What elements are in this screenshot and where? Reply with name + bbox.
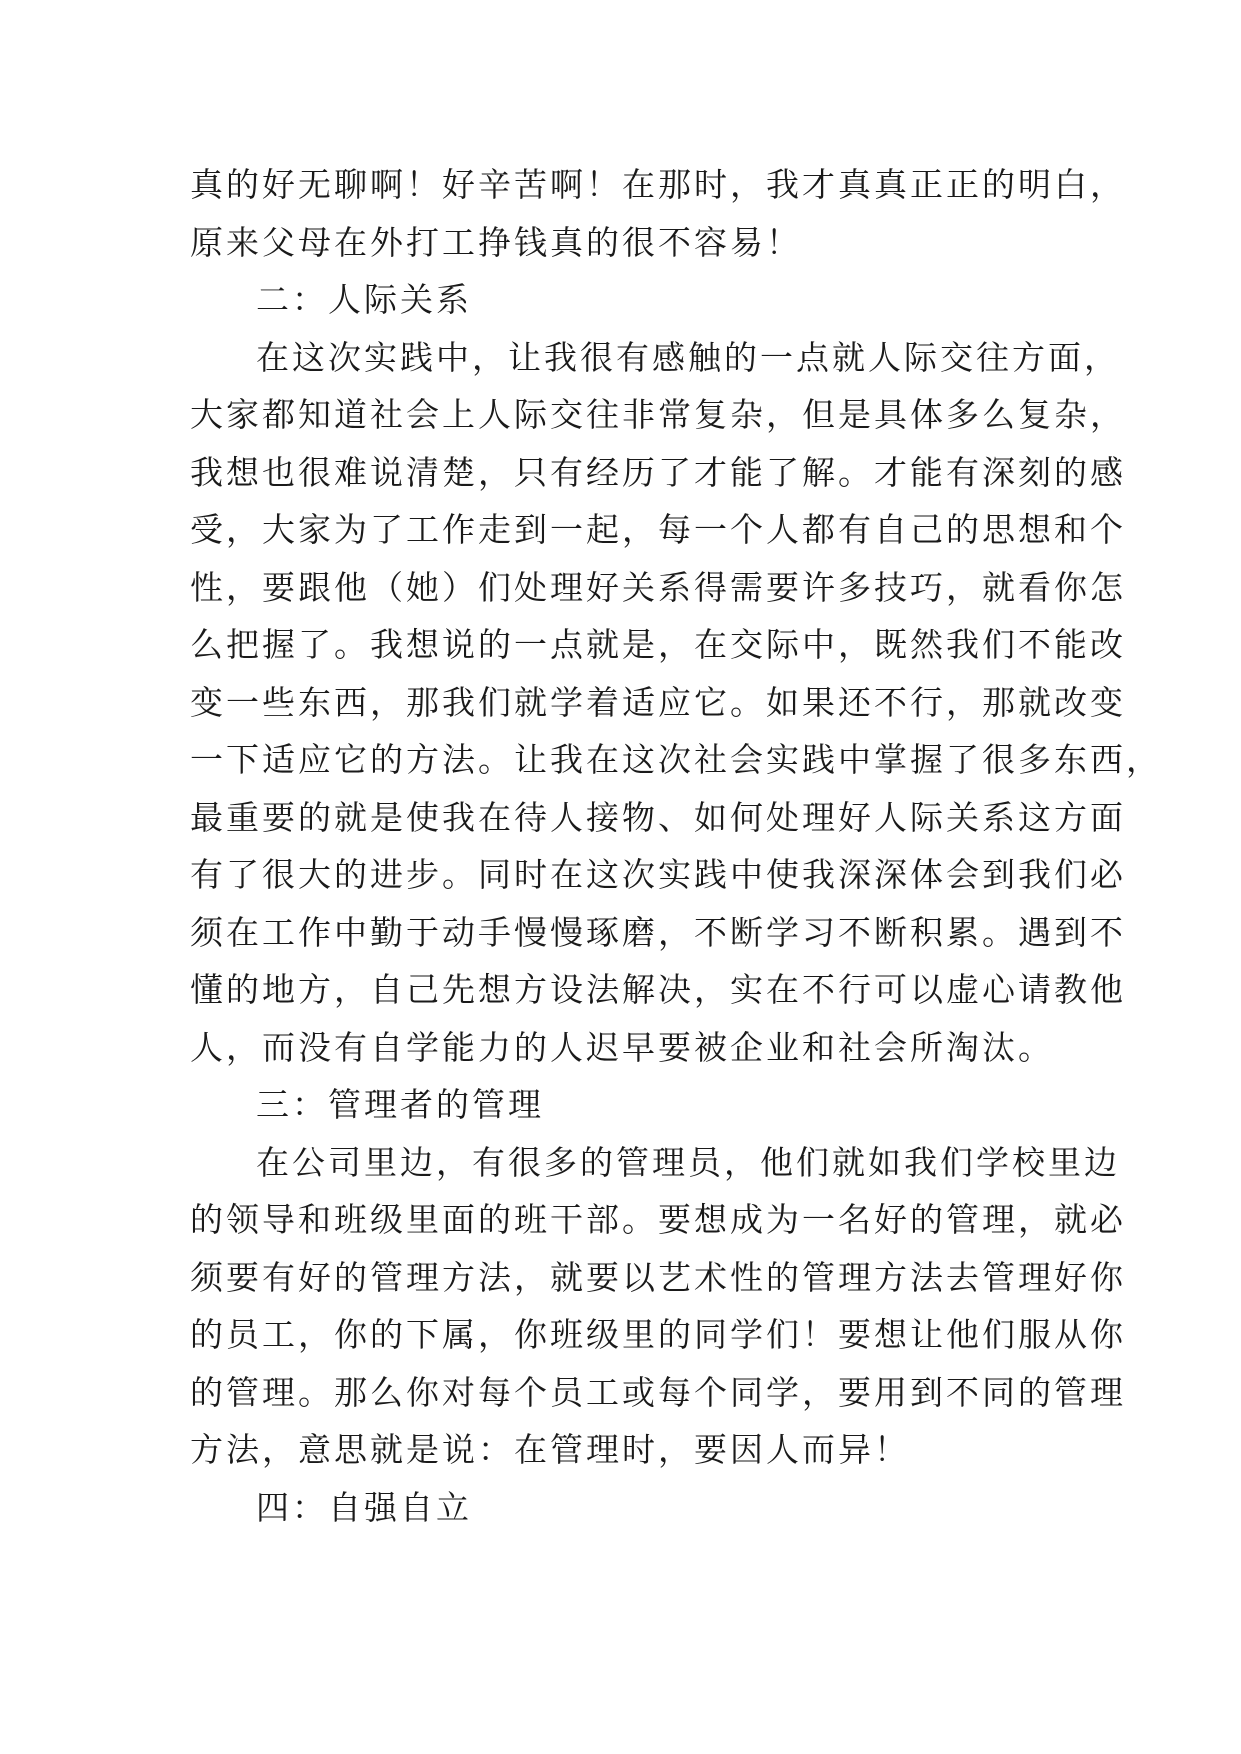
text-line: 须要有好的管理方法，就要以艺术性的管理方法去管理好你 [190,1257,1126,1297]
paragraph-start-line: 在公司里边，有很多的管理员，他们就如我们学校里边 [256,1142,1120,1182]
text-line: 一下适应它的方法。让我在这次社会实践中掌握了很多东西， [190,740,1162,779]
text-line: 人，而没有自学能力的人迟早要被企业和社会所淘汰。 [190,1027,1054,1067]
text-line: 有了很大的进步。同时在这次实践中使我深深体会到我们必 [190,855,1126,894]
text-line: 变一些东西，那我们就学着适应它。如果还不行，那就改变 [190,682,1126,722]
text-line: 懂的地方，自己先想方设法解决，实在不行可以虚心请教他 [190,970,1126,1009]
text-line: 真的好无聊啊！好辛苦啊！在那时，我才真真正正的明白， [190,165,1126,204]
text-line: 的管理。那么你对每个员工或每个同学，要用到不同的管理 [190,1372,1126,1412]
text-line: 我想也很难说清楚，只有经历了才能了解。才能有深刻的感 [190,452,1126,492]
text-line: 最重要的就是使我在待人接物、如何处理好人际关系这方面 [190,797,1126,837]
section-heading: 四：自强自立 [256,1487,472,1527]
text-line: 的员工，你的下属，你班级里的同学们！要想让他们服从你 [190,1315,1126,1354]
text-line: 原来父母在外打工挣钱真的很不容易！ [190,222,802,262]
section-heading: 三：管理者的管理 [256,1085,544,1124]
text-line: 方法，意思就是说：在管理时，要因人而异！ [190,1430,910,1469]
text-line: 性，要跟他（她）们处理好关系得需要许多技巧，就看你怎 [190,567,1126,607]
text-line: 须在工作中勤于动手慢慢琢磨，不断学习不断积累。遇到不 [190,912,1126,952]
paragraph-start-line: 在这次实践中，让我很有感触的一点就人际交往方面， [256,337,1120,377]
document-body [190,156,1162,1536]
text-line: 受，大家为了工作走到一起，每一个人都有自己的思想和个 [190,510,1126,549]
text-line: 大家都知道社会上人际交往非常复杂，但是具体多么复杂， [190,395,1126,434]
text-line: 的领导和班级里面的班干部。要想成为一名好的管理，就必 [190,1200,1126,1239]
section-heading: 二：人际关系 [256,280,472,319]
text-line: 么把握了。我想说的一点就是，在交际中，既然我们不能改 [190,625,1126,664]
